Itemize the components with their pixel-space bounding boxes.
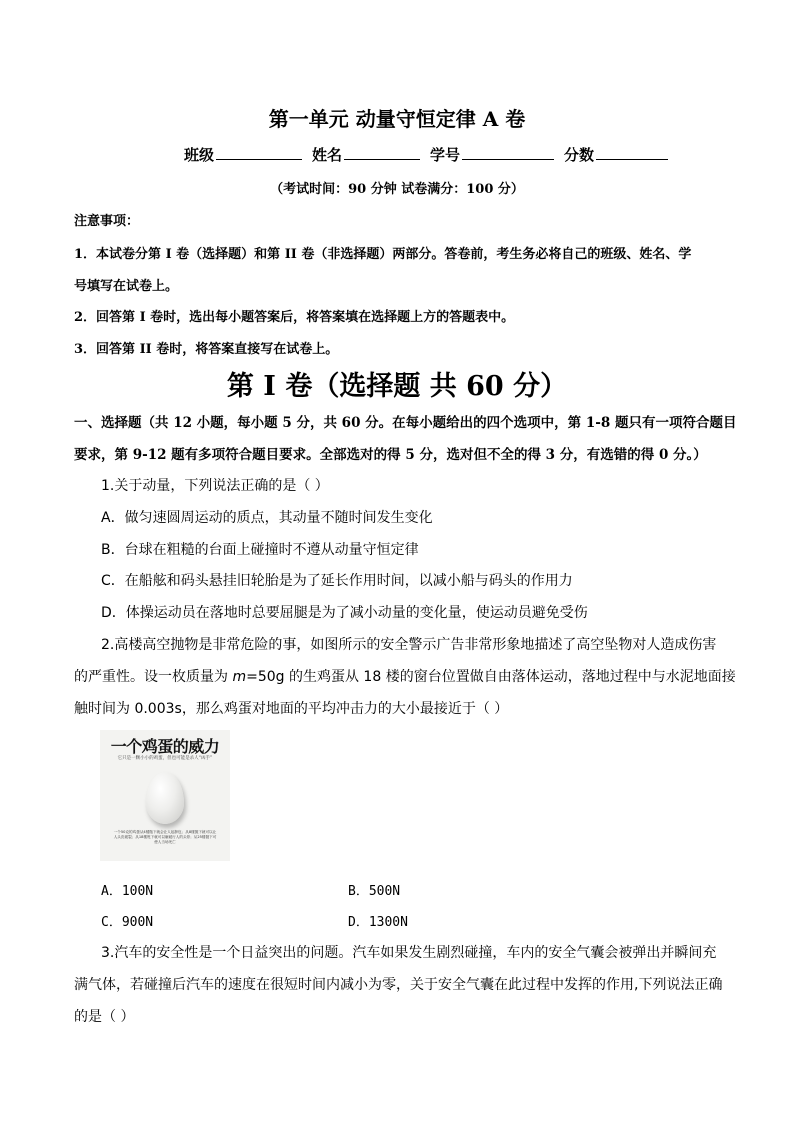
section-title: 第 I 卷（选择题 共 60 分） <box>226 371 568 402</box>
notice-item-3: 3．回答第 II 卷时，将答案直接写在试卷上。 <box>74 342 339 357</box>
question-1-option-d: D．体操运动员在落地时总要屈腿是为了减小动量的变化量，使运动员避免受伤 <box>101 605 588 621</box>
class-blank[interactable] <box>216 144 302 160</box>
question-2-option-c: C．900N <box>101 915 154 930</box>
student-id-blank[interactable] <box>462 144 554 160</box>
question-3-stem-cont: 满气体，若碰撞后汽车的速度在很短时间内减小为零，关于安全气囊在此过程中发挥的作用,下列说法正确 <box>74 977 723 993</box>
question-2-option-d: D．1300N <box>348 915 408 930</box>
question-3-stem: 3.汽车的安全性是一个日益突出的问题。汽车如果发生剧烈碰撞，车内的安全气囊会被弹出并瞬间充 <box>101 945 717 961</box>
question-1-stem: 1.关于动量，下列说法正确的是（ ） <box>101 478 329 494</box>
student-info-fields <box>184 144 678 165</box>
egg-warning-poster <box>100 730 230 861</box>
question-2-option-a: A．100N <box>101 884 154 899</box>
question-2-stem-end: 触时间为 0.003s，那么鸡蛋对地面的平均冲击力的大小最接近于（ ） <box>74 701 509 717</box>
question-2-text-b: =50g 的生鸡蛋从 18 楼的窗台位置做自由落体运动，落地过程中与水泥地面接 <box>246 669 736 685</box>
question-2-text-a: 的严重性。设一枚质量为 <box>74 669 233 685</box>
question-1-option-c: C．在船舷和码头悬挂旧轮胎是为了延长作用时间，以减小船与码头的作用力 <box>101 573 573 589</box>
question-2-stem-cont <box>74 666 736 686</box>
question-1-option-b: B．台球在粗糙的台面上碰撞时不遵从动量守恒定律 <box>101 542 419 558</box>
section-intro: 一、选择题（共 12 小题，每小题 5 分，共 60 分。在每小题给出的四个选项中，第 1-8 题只有一项符合题目 <box>74 415 737 431</box>
name-blank[interactable] <box>344 144 420 160</box>
exam-info: （考试时间：90 分钟 试卷满分：100 分） <box>270 182 524 197</box>
notice-item-1-cont: 号填写在试卷上。 <box>74 279 179 294</box>
poster-title: 一个鸡蛋的威力 <box>110 737 220 756</box>
egg-image <box>146 772 184 824</box>
notice-item-2: 2．回答第 I 卷时，选出每小题答案后，将答案填在选择题上方的答题表中。 <box>74 310 515 325</box>
question-1-option-a: A．做匀速圆周运动的质点，其动量不随时间发生变化 <box>101 510 433 526</box>
mass-symbol: m <box>232 669 247 685</box>
question-2-stem: 2.高楼高空抛物是非常危险的事，如图所示的安全警示广告非常形象地描述了高空坠物对人造成伤害 <box>101 637 717 653</box>
poster-subtitle: 它只是一颗小小的鸡蛋，但也可能是杀人“凶手” <box>117 756 213 761</box>
notice-item-1: 1．本试卷分第 I 卷（选择题）和第 II 卷（非选择题）两部分。答卷前，考生务必将自己的班级、姓名、学 <box>74 247 692 262</box>
exam-title: 第一单元 动量守恒定律 A 卷 <box>268 107 526 131</box>
question-3-stem-end: 的是（ ） <box>74 1009 135 1025</box>
score-blank[interactable] <box>596 144 668 160</box>
section-intro-cont: 要求，第 9-12 题有多项符合题目要求。全部选对的得 5 分，选对但不全的得 3 分，有选错的得 0 分。） <box>74 447 707 463</box>
name-label: 姓名 <box>312 146 343 164</box>
score-label: 分数 <box>564 146 595 164</box>
student-id-label: 学号 <box>430 146 461 164</box>
question-2-option-b: B．500N <box>348 884 401 899</box>
poster-caption: 一个50克的鸡蛋从4楼抛下就会让人起肿包；从8楼抛下就可以让人头皮破裂；从18楼甩下就可以砸破行人的头骨；从25楼抛下可使人当场死亡 <box>113 830 217 844</box>
class-label: 班级 <box>184 146 215 164</box>
notice-heading: 注意事项： <box>74 214 140 229</box>
